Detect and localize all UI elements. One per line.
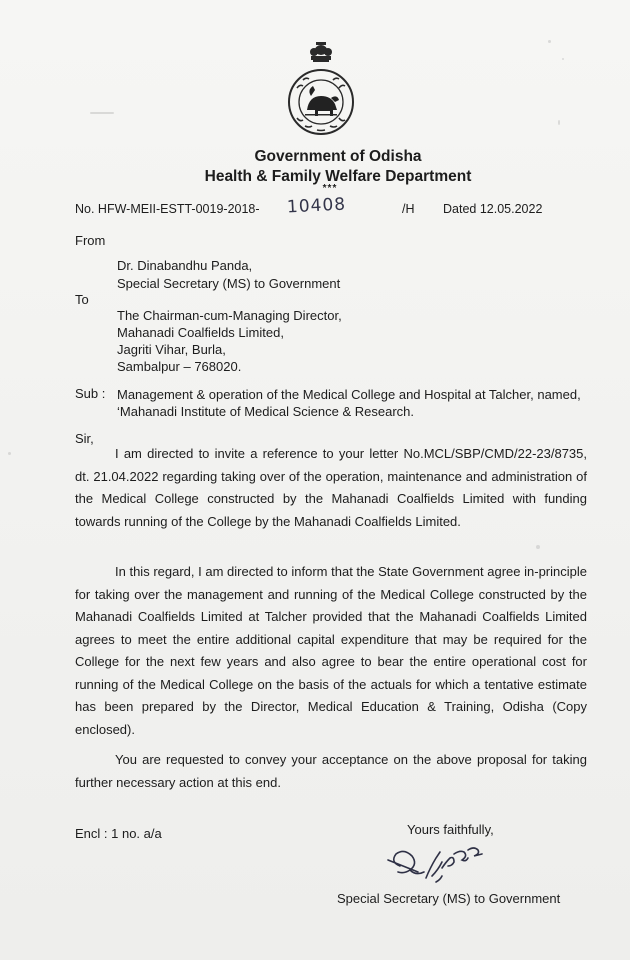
letterhead-department: Health & Family Welfare Department [204, 168, 472, 185]
body-paragraph-2: In this regard, I am directed to inform that the State Government agree in-principle for taking over the management and running of the Medical College constructed by the Mahanadi Coalfields Limited at Talcher provided that the Mahanadi Coalfields Limited agrees to meet the entire additional capital expenditure that may be required for the College for the next few years and also agree to bear the entire operational cost for running of the Medical College on the basis of the actuals for which a tentative estimate has been prepared by the Director, Medical Education & Training, Odisha (Copy enclosed). [75, 564, 587, 737]
letter-date: Dated 12.05.2022 [443, 202, 543, 216]
sender-name: Dr. Dinabandhu Panda, [117, 258, 253, 273]
paper-speck [558, 120, 560, 125]
letterhead-separator: *** [322, 183, 338, 194]
enclosure-note: Encl : 1 no. a/a [75, 826, 162, 841]
paper-speck [536, 545, 540, 549]
body-paragraph-3: You are requested to convey your acceptance on the above proposal for taking further necessary action at this end. [75, 752, 587, 790]
body-paragraph-1: I am directed to invite a reference to your letter No.MCL/SBP/CMD/22-23/8735, dt. 21.04.2022 regarding taking over of the operation, maintenance and administration of the Medical College constructed by the Mahanadi Coalfields Limited with funding towards running of the College by the Mahanadi Coalfields Limited. [75, 446, 587, 529]
sender-designation: Special Secretary (MS) to Government [117, 276, 341, 291]
signatory-designation: Special Secretary (MS) to Government [337, 891, 561, 906]
letter-number-prefix: No. HFW-MEII-ESTT-0019-2018- [75, 202, 260, 216]
paper-speck [90, 112, 114, 114]
letterhead-government: Government of Odisha [254, 148, 422, 165]
subject-text: Management & operation of the Medical College and Hospital at Talcher, named, ‘Mahanadi Institute of Medical Science & Research. [117, 387, 581, 419]
signature-icon [378, 830, 498, 890]
recipient-line: Sambalpur – 768020. [117, 359, 242, 374]
letter-number-suffix: /H [402, 202, 415, 216]
state-emblem-icon [281, 40, 361, 140]
from-label: From [75, 233, 106, 248]
paper-speck [562, 58, 564, 60]
yours-faithfully: Yours faithfully, [407, 822, 494, 837]
recipient-line: The Chairman-cum-Managing Director, [117, 308, 342, 323]
paper-speck [8, 452, 11, 455]
recipient-line: Mahanadi Coalfields Limited, [117, 325, 284, 340]
paper-speck [548, 40, 551, 43]
subject-label: Sub : [75, 386, 106, 401]
recipient-line: Jagriti Vihar, Burla, [117, 342, 226, 357]
salutation: Sir, [75, 431, 94, 446]
handwritten-letter-number: 10408 [286, 194, 347, 218]
to-label: To [75, 292, 89, 307]
